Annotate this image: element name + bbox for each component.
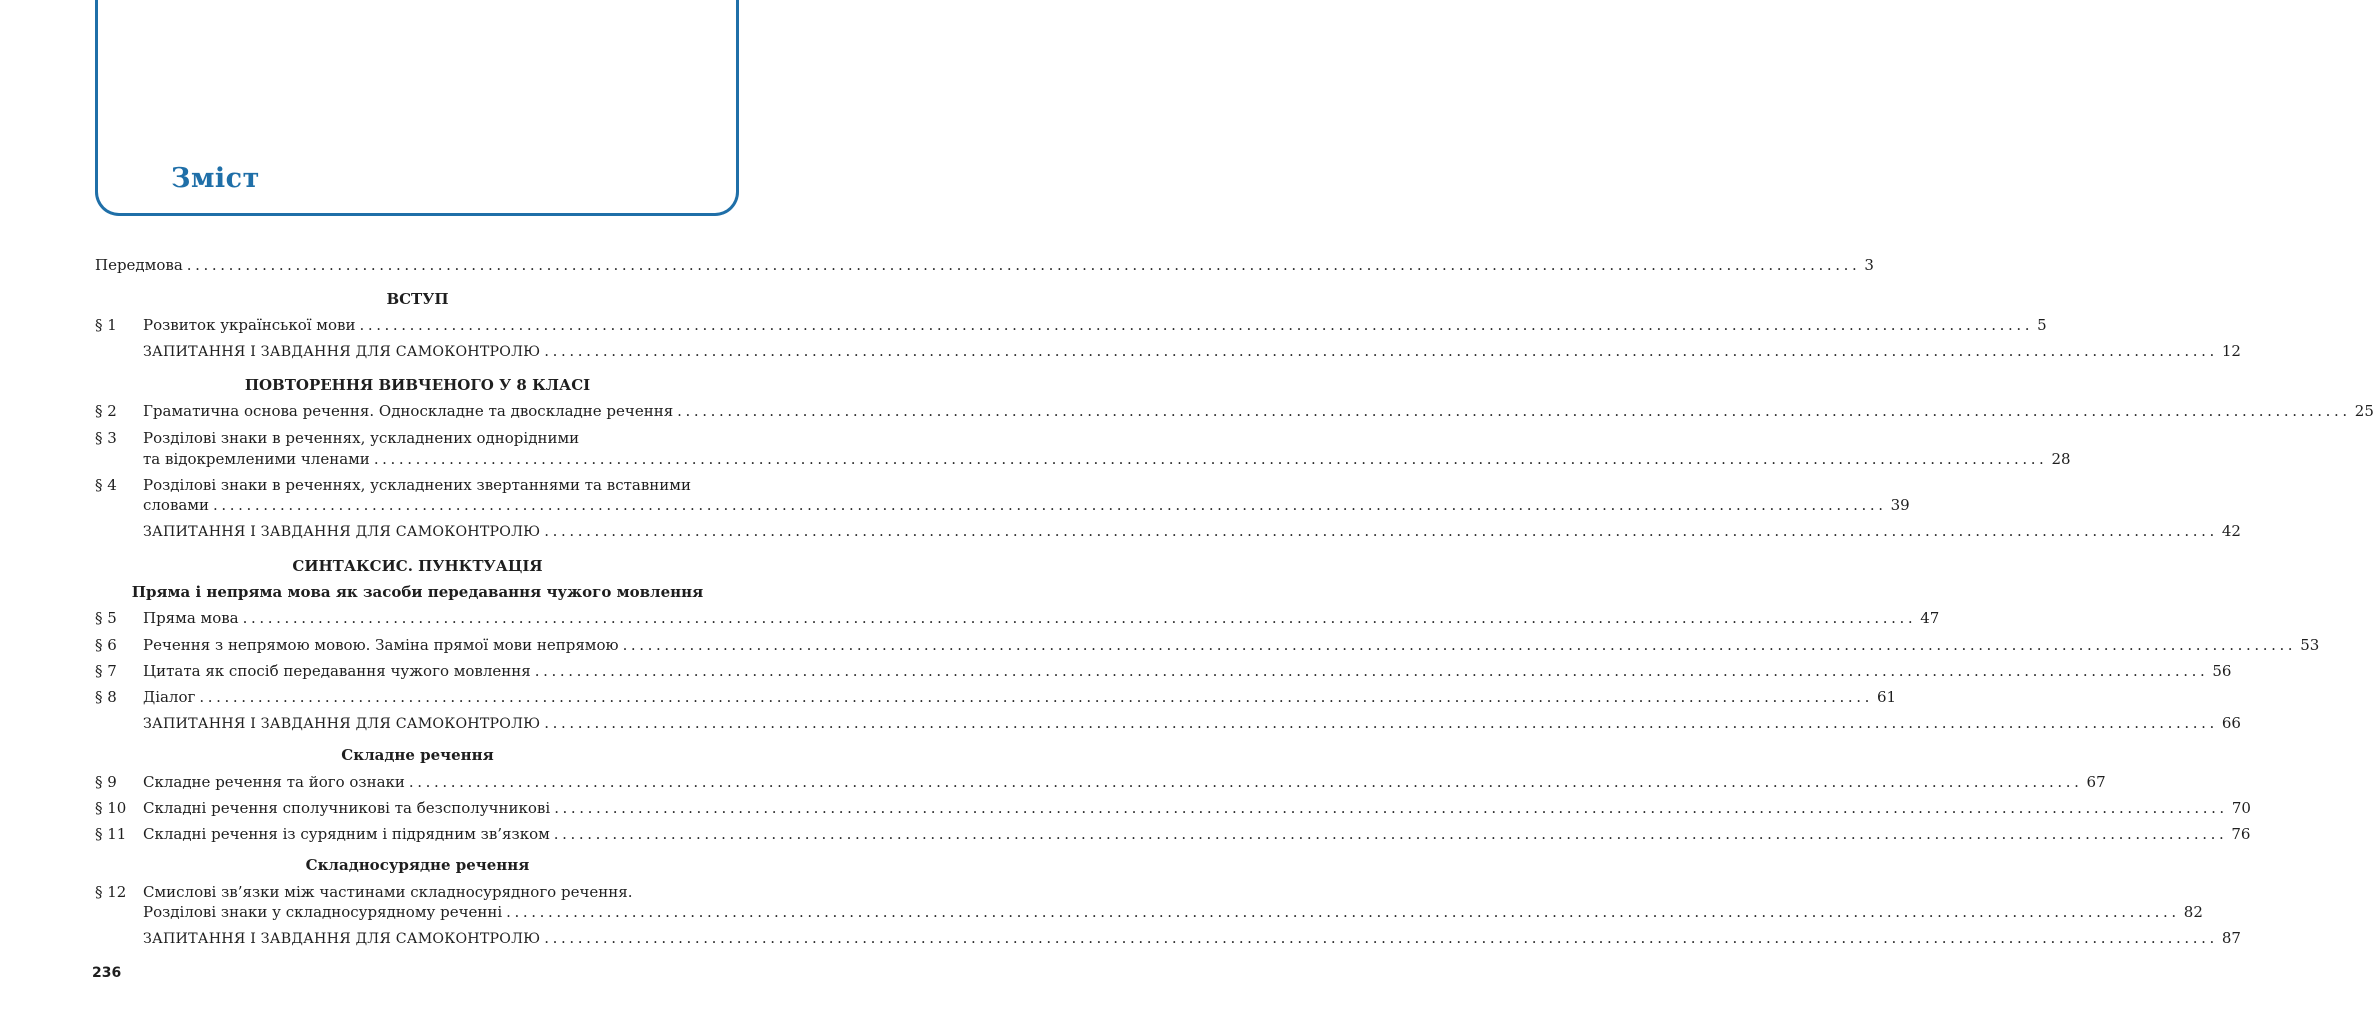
toc-entry-3[interactable]: [143, 450, 2071, 468]
paragraph-number: § 12: [95, 883, 127, 901]
toc-entry-title: ЗАПИТАННЯ І ЗАВДАННЯ ДЛЯ САМОКОНТРОЛЮ: [143, 716, 541, 732]
subsection-heading-speech: Пряма і непряма мова як засоби передавання чужого мовлення: [131, 583, 704, 601]
toc-entry-12[interactable]: [143, 903, 2203, 921]
leader-dots: ........................................................................................................................................................................................................: [544, 929, 2218, 947]
toc-page-number: 76: [2231, 825, 2251, 843]
toc-entry-title: ЗАПИТАННЯ І ЗАВДАННЯ ДЛЯ САМОКОНТРОЛЮ: [143, 344, 541, 360]
toc-page-number: 42: [2221, 522, 2241, 540]
leader-dots: ........................................................................................................................................................................................................: [553, 825, 2228, 843]
leader-dots: ........................................................................................................................................................................................................: [544, 522, 2218, 540]
paragraph-number: § 9: [95, 773, 117, 791]
toc-entry-self-check-1[interactable]: [143, 342, 2241, 360]
leader-dots: ........................................................................................................................................................................................................: [544, 714, 2218, 732]
paragraph-number: § 4: [95, 476, 117, 494]
leader-dots: ........................................................................................................................................................................................................: [373, 450, 2048, 468]
toc-page-number: 47: [1920, 609, 1940, 627]
toc-entry-self-check-3[interactable]: [143, 714, 2241, 732]
toc-entry-title-line1: Розділові знаки в реченнях, ускладнених однорідними: [143, 429, 580, 447]
toc-entry-title: ЗАПИТАННЯ І ЗАВДАННЯ ДЛЯ САМОКОНТРОЛЮ: [143, 524, 541, 540]
paragraph-number: § 8: [95, 688, 117, 706]
section-heading-repeat: ПОВТОРЕННЯ ВИВЧЕНОГО У 8 КЛАСІ: [244, 376, 591, 394]
toc-page-number: 66: [2221, 714, 2241, 732]
toc-page-number: 87: [2221, 929, 2241, 947]
toc-entry-2[interactable]: [143, 402, 2374, 420]
paragraph-number: § 11: [95, 825, 127, 843]
toc-entry-title: Розвиток української мови: [143, 316, 356, 334]
section-heading-syntax: СИНТАКСИС. ПУНКТУАЦІЯ: [292, 557, 543, 575]
toc-entry-title: Пряма мова: [143, 609, 239, 627]
leader-dots: ........................................................................................................................................................................................................: [622, 636, 2297, 654]
toc-entry-title-line1: Розділові знаки в реченнях, ускладнених звертаннями та вставними: [143, 476, 691, 494]
toc-page-number: 39: [1890, 496, 1910, 514]
leader-dots: ........................................................................................................................................................................................................: [359, 316, 2034, 334]
toc-entry-preface[interactable]: [95, 256, 1874, 274]
page-title: Зміст: [171, 163, 260, 194]
toc-page-number: 82: [2183, 903, 2203, 921]
paragraph-number: § 6: [95, 636, 117, 654]
toc-entry-title: Граматична основа речення. Односкладне та двоскладне речення: [143, 402, 674, 420]
paragraph-number: § 3: [95, 429, 117, 447]
toc-entry-title: Складні речення із сурядним і підрядним зв’язком: [143, 825, 550, 843]
paragraph-number: § 2: [95, 402, 117, 420]
toc-entry-self-check-4[interactable]: [143, 929, 2241, 947]
paragraph-number: § 10: [95, 799, 127, 817]
leader-dots: ........................................................................................................................................................................................................: [534, 662, 2209, 680]
paragraph-number: § 7: [95, 662, 117, 680]
leader-dots: ........................................................................................................................................................................................................: [242, 609, 1917, 627]
toc-page-number: 28: [2051, 450, 2071, 468]
toc-entry-title: Цитата як спосіб передавання чужого мовлення: [143, 662, 531, 680]
toc-page-number: 67: [2086, 773, 2106, 791]
toc-entry-6[interactable]: [143, 636, 2320, 654]
toc-entry-4[interactable]: [143, 496, 1910, 514]
toc-page-number: 56: [2212, 662, 2232, 680]
toc-page-number: 3: [1864, 256, 1874, 274]
toc-entry-title: Складне речення та його ознаки: [143, 773, 405, 791]
subsection-heading-complex: Складне речення: [341, 746, 494, 764]
toc-entry-1[interactable]: [143, 316, 2047, 334]
toc-entry-title: Діалог: [143, 688, 196, 706]
toc-entry-11[interactable]: [143, 825, 2251, 843]
toc-page-number: 12: [2221, 342, 2241, 360]
leader-dots: ........................................................................................................................................................................................................: [677, 402, 2351, 420]
toc-entry-8[interactable]: [143, 688, 1897, 706]
toc-entry-title: ЗАПИТАННЯ І ЗАВДАННЯ ДЛЯ САМОКОНТРОЛЮ: [143, 931, 541, 947]
toc-page-number: 61: [1876, 688, 1897, 706]
leader-dots: ........................................................................................................................................................................................................: [506, 903, 2180, 921]
paragraph-number: § 1: [95, 316, 117, 334]
toc-entry-9[interactable]: [143, 773, 2106, 791]
toc-entry-10[interactable]: [143, 799, 2251, 817]
toc-entry-title: Передмова: [95, 256, 183, 274]
toc-entry-title: Складні речення сполучникові та безсполучникові: [143, 799, 551, 817]
section-heading-intro: ВСТУП: [386, 290, 449, 308]
toc-page-number: 70: [2231, 799, 2251, 817]
paragraph-number: § 5: [95, 609, 117, 627]
page-number: 236: [92, 965, 122, 981]
leader-dots: ........................................................................................................................................................................................................: [544, 342, 2218, 360]
toc-entry-title-line2: словами: [143, 496, 210, 514]
toc-entry-title: Речення з непрямою мовою. Заміна прямої мови непрямою: [143, 636, 619, 654]
toc-entry-self-check-2[interactable]: [143, 522, 2241, 540]
toc-page-number: 53: [2300, 636, 2320, 654]
leader-dots: ........................................................................................................................................................................................................: [213, 496, 1887, 514]
subsection-heading-compound: Складносурядне речення: [305, 856, 530, 874]
leader-dots: ........................................................................................................................................................................................................: [408, 773, 2083, 791]
toc-page-number: 5: [2037, 316, 2047, 334]
toc-entry-title-line2: Розділові знаки у складносурядному реченні: [143, 903, 503, 921]
toc-entry-title-line1: Смислові зв’язки між частинами складносурядного речення.: [143, 883, 633, 901]
toc-entry-title-line2: та відокремленими членами: [143, 450, 370, 468]
toc-entry-5[interactable]: [143, 609, 1940, 627]
toc-page-number: 25: [2354, 402, 2374, 420]
leader-dots: ........................................................................................................................................................................................................: [199, 688, 1873, 706]
toc-entry-7[interactable]: [143, 662, 2232, 680]
leader-dots: ........................................................................................................................................................................................................: [186, 256, 1861, 274]
leader-dots: ........................................................................................................................................................................................................: [554, 799, 2228, 817]
